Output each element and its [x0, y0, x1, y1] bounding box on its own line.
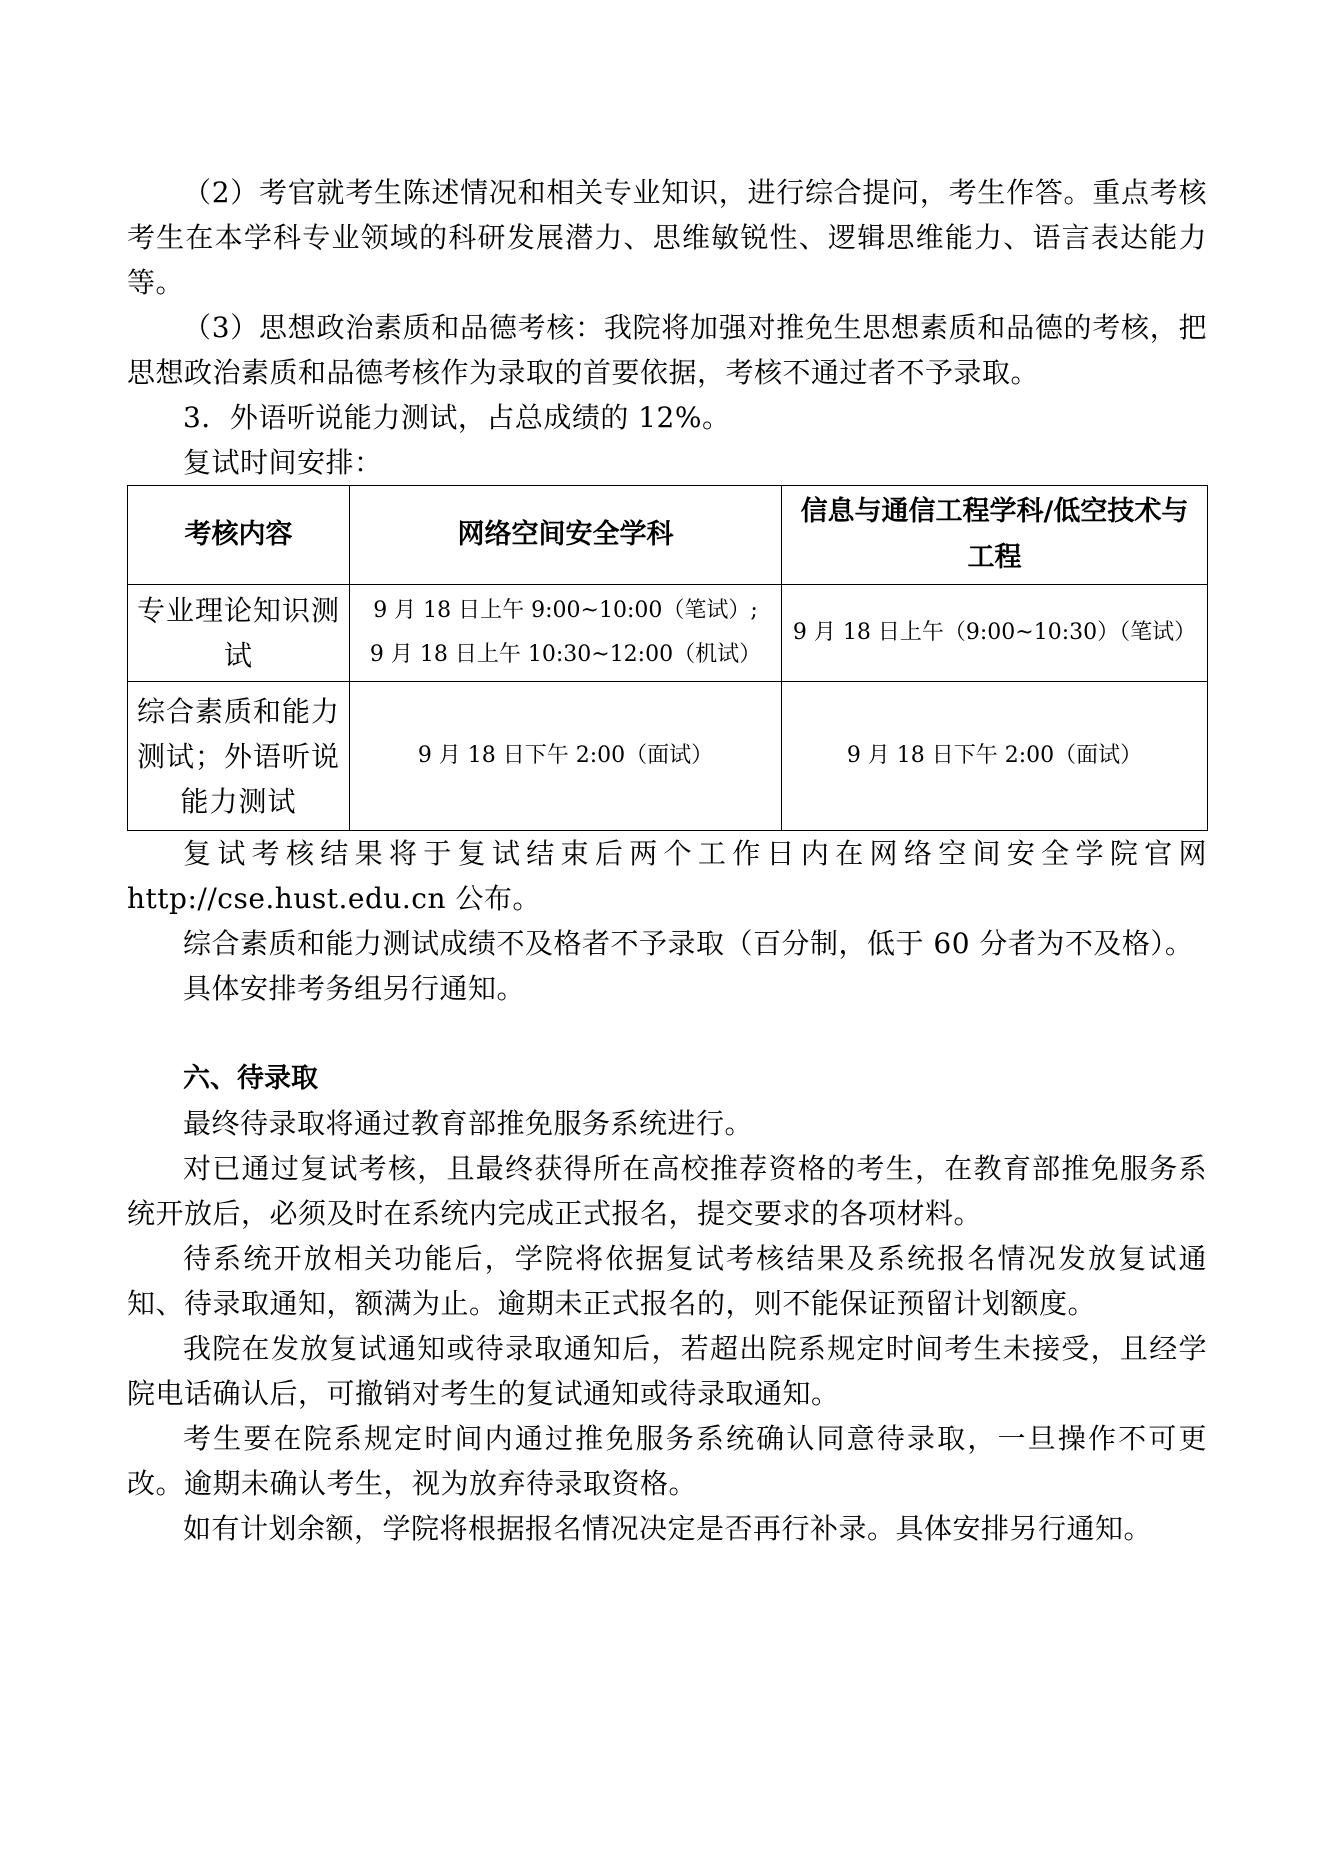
cell-interview-cyber: 9 月 18 日下午 2:00（面试）: [350, 682, 782, 831]
paragraph-fail-rule: 综合素质和能力测试成绩不及格者不予录取（百分制，低于 60 分者为不及格）。: [183, 927, 1194, 960]
paragraph-notice-issue: 待系统开放相关功能后，学院将依据复试考核结果及系统报名情况发放复试通知、待录取通知，额满为止。逾期未正式报名的，则不能保证预留计划额度。: [127, 1242, 1207, 1320]
cell-theory-cyber: [350, 585, 782, 682]
paragraph-interview-questions: （2）考官就考生陈述情况和相关专业知识，进行综合提问，考生作答。重点考核考生在本学科专业领域的科研发展潜力、思维敏锐性、逻辑思维能力、语言表达能力等。: [127, 176, 1207, 299]
paragraph-results-publish: 复试考核结果将于复试结束后两个工作日内在网络空间安全学院官网 http://cse.hust.edu.cn 公布。: [127, 837, 1207, 915]
cell-interview-infocomm: 9 月 18 日下午 2:00（面试）: [782, 682, 1208, 831]
paragraph-political-assessment: （3）思想政治素质和品德考核：我院将加强对推免生思想素质和品德的考核，把思想政治素质和品德考核作为录取的首要依据，考核不通过者不予录取。: [127, 311, 1207, 389]
paragraph-schedule-intro: 复试时间安排：: [183, 446, 383, 479]
section-gap: [127, 1011, 1207, 1056]
document-page: [127, 170, 1207, 1551]
cell-line: 9 月 18 日上午 10:30~12:00（机试）: [369, 642, 762, 667]
table-header-cyber-security: 网络空间安全学科: [350, 486, 782, 585]
table-header-row: [128, 486, 1208, 585]
paragraph-arrangement-notice: 具体安排考务组另行通知。: [183, 972, 526, 1005]
paragraph-supplement: 如有计划余额，学院将根据报名情况决定是否再行补录。具体安排另行通知。: [183, 1512, 1153, 1545]
paragraph-revoke-notice: 我院在发放复试通知或待录取通知后，若超出院系规定时间考生未接受，且经学院电话确认后，可撤销对考生的复试通知或待录取通知。: [127, 1332, 1207, 1410]
cell-line: 9 月 18 日上午 9:00~10:00（笔试）;: [373, 598, 758, 623]
row-label-interview: 综合素质和能力测试；外语听说能力测试: [128, 682, 350, 831]
section-heading-admission: 六、待录取: [183, 1063, 318, 1094]
table-header-info-comm: 信息与通信工程学科/低空技术与工程: [782, 486, 1208, 585]
row-label-theory-test: 专业理论知识测试: [128, 585, 350, 682]
paragraph-registration: 对已通过复试考核，且最终获得所在高校推荐资格的考生，在教育部推免服务系统开放后，必须及时在系统内完成正式报名，提交要求的各项材料。: [127, 1152, 1207, 1230]
paragraph-admission-system: 最终待录取将通过教育部推免服务系统进行。: [183, 1107, 754, 1140]
table-row: [128, 682, 1208, 831]
table-header-content: 考核内容: [128, 486, 350, 585]
cell-theory-infocomm: 9 月 18 日上午（9:00~10:30）（笔试）: [782, 585, 1208, 682]
paragraph-language-test: 3．外语听说能力测试，占总成绩的 12%。: [183, 401, 731, 434]
paragraph-confirm-admission: 考生要在院系规定时间内通过推免服务系统确认同意待录取，一旦操作不可更改。逾期未确认考生，视为放弃待录取资格。: [127, 1422, 1207, 1500]
table-row: [128, 585, 1208, 682]
schedule-table: [127, 485, 1208, 831]
